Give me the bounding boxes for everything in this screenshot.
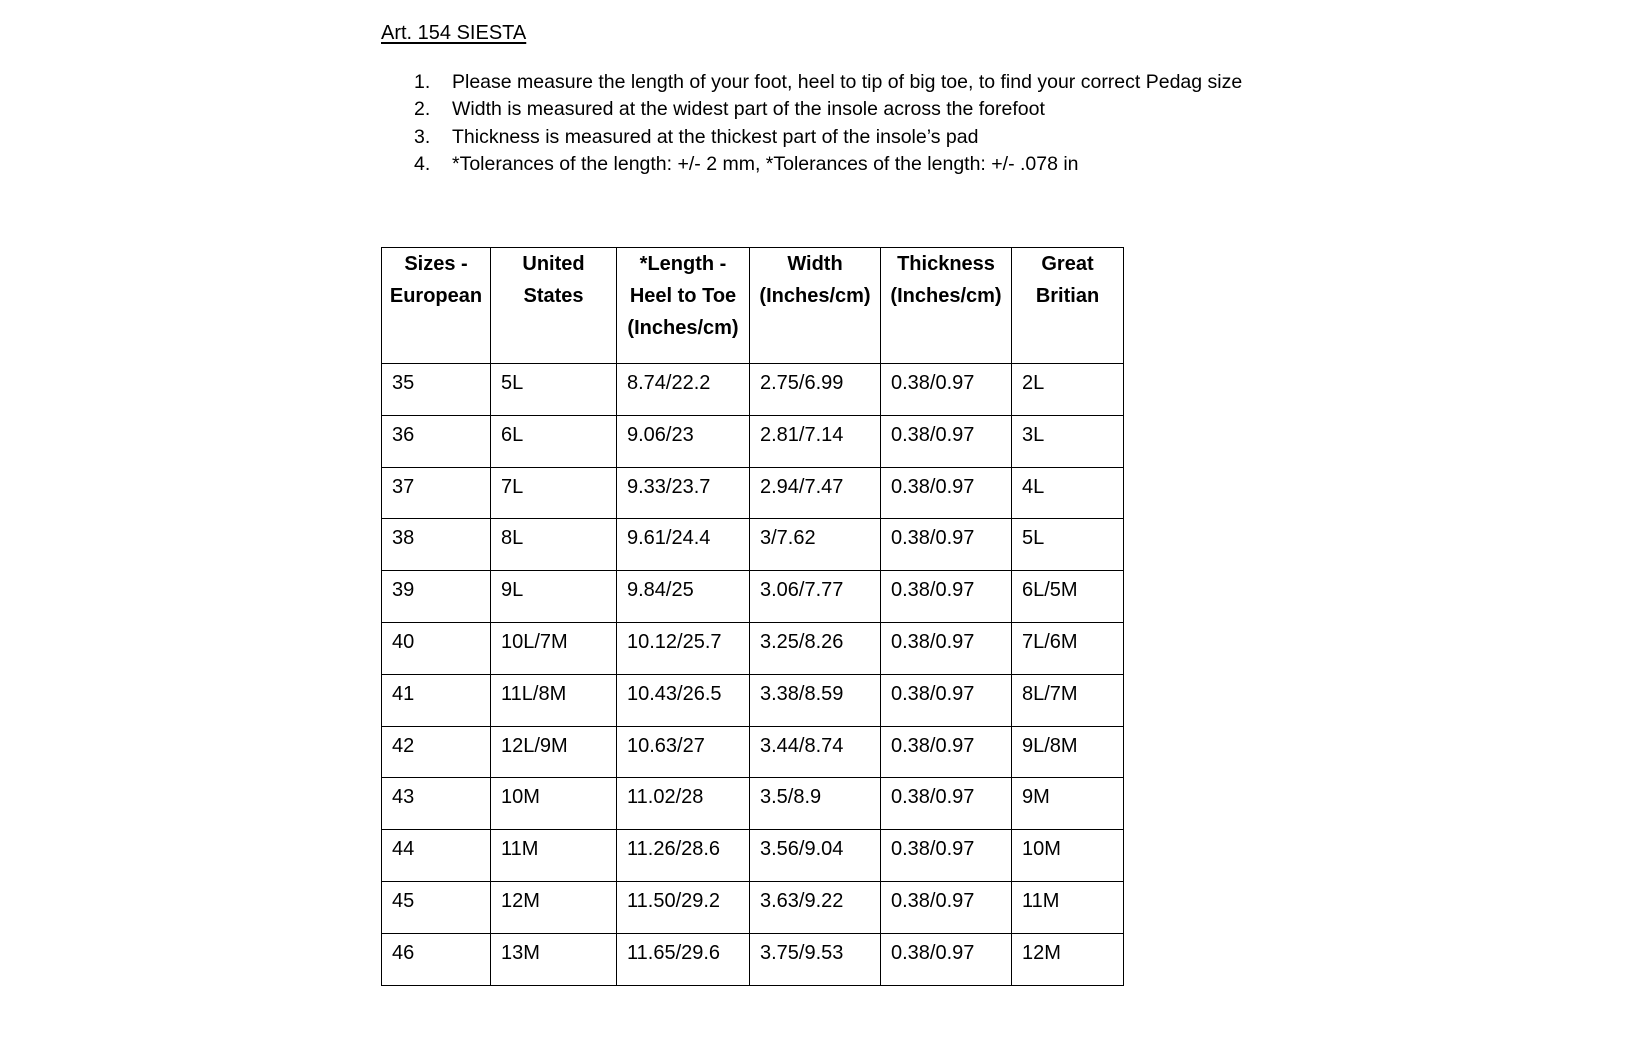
cell-width: 2.75/6.99 (750, 364, 881, 416)
cell-thickness: 0.38/0.97 (881, 415, 1012, 467)
instruction-number: 1. (414, 71, 431, 93)
cell-thickness: 0.38/0.97 (881, 364, 1012, 416)
table-row (382, 622, 1124, 674)
cell-european: 38 (382, 519, 491, 571)
table-row (382, 415, 1124, 467)
cell-european: 40 (382, 622, 491, 674)
cell-thickness: 0.38/0.97 (881, 622, 1012, 674)
cell-us: 6L (491, 415, 617, 467)
cell-length: 9.33/23.7 (617, 467, 750, 519)
instruction-item (414, 69, 1242, 96)
header-sizes-european (382, 248, 491, 364)
cell-us: 12M (491, 881, 617, 933)
instruction-item (414, 151, 1242, 178)
cell-gb: 4L (1012, 467, 1124, 519)
cell-gb: 2L (1012, 364, 1124, 416)
cell-thickness: 0.38/0.97 (881, 674, 1012, 726)
header-line: Britian (1035, 285, 1100, 307)
table-row (382, 364, 1124, 416)
cell-width: 3.06/7.77 (750, 571, 881, 623)
cell-us: 10M (491, 778, 617, 830)
cell-thickness: 0.38/0.97 (881, 778, 1012, 830)
cell-gb: 9L/8M (1012, 726, 1124, 778)
cell-width: 3.44/8.74 (750, 726, 881, 778)
header-line: (Inches/cm) (759, 285, 871, 307)
table-row (382, 726, 1124, 778)
cell-european: 37 (382, 467, 491, 519)
table-row (382, 933, 1124, 985)
header-line: Heel to Toe (629, 285, 737, 307)
cell-gb: 12M (1012, 933, 1124, 985)
cell-gb: 3L (1012, 415, 1124, 467)
cell-length: 10.63/27 (617, 726, 750, 778)
cell-gb: 11M (1012, 881, 1124, 933)
cell-european: 46 (382, 933, 491, 985)
cell-length: 11.65/29.6 (617, 933, 750, 985)
cell-us: 5L (491, 364, 617, 416)
cell-us: 10L/7M (491, 622, 617, 674)
cell-gb: 5L (1012, 519, 1124, 571)
header-united-states (491, 248, 617, 364)
cell-european: 35 (382, 364, 491, 416)
cell-width: 3.38/8.59 (750, 674, 881, 726)
header-line: (Inches/cm) (627, 317, 739, 339)
cell-gb: 7L/6M (1012, 622, 1124, 674)
header-line: Width (787, 253, 843, 275)
cell-gb: 9M (1012, 778, 1124, 830)
cell-european: 39 (382, 571, 491, 623)
header-line: *Length - (639, 253, 727, 275)
table-row (382, 778, 1124, 830)
table-header-row (382, 248, 1124, 364)
cell-width: 3.5/8.9 (750, 778, 881, 830)
header-great-britian (1012, 248, 1124, 364)
cell-length: 11.50/29.2 (617, 881, 750, 933)
cell-width: 3.56/9.04 (750, 830, 881, 882)
instruction-number: 3. (414, 125, 431, 148)
cell-thickness: 0.38/0.97 (881, 881, 1012, 933)
cell-us: 7L (491, 467, 617, 519)
cell-width: 2.94/7.47 (750, 467, 881, 519)
cell-thickness: 0.38/0.97 (881, 519, 1012, 571)
table-row (382, 571, 1124, 623)
cell-length: 11.26/28.6 (617, 830, 750, 882)
cell-length: 9.61/24.4 (617, 519, 750, 571)
header-line: States (523, 285, 584, 307)
instruction-text: Width is measured at the widest part of the insole across the forefoot (452, 98, 1045, 121)
table-body (382, 364, 1124, 986)
cell-gb: 8L/7M (1012, 674, 1124, 726)
cell-length: 10.43/26.5 (617, 674, 750, 726)
cell-thickness: 0.38/0.97 (881, 726, 1012, 778)
cell-gb: 10M (1012, 830, 1124, 882)
cell-width: 3.75/9.53 (750, 933, 881, 985)
table-row (382, 519, 1124, 571)
cell-thickness: 0.38/0.97 (881, 467, 1012, 519)
instruction-item (414, 96, 1242, 123)
cell-european: 42 (382, 726, 491, 778)
header-thickness (881, 248, 1012, 364)
table-row (382, 467, 1124, 519)
cell-thickness: 0.38/0.97 (881, 571, 1012, 623)
cell-gb: 6L/5M (1012, 571, 1124, 623)
cell-width: 2.81/7.14 (750, 415, 881, 467)
cell-width: 3.25/8.26 (750, 622, 881, 674)
cell-us: 12L/9M (491, 726, 617, 778)
cell-us: 8L (491, 519, 617, 571)
instruction-item (414, 124, 1242, 151)
header-line: (Inches/cm) (890, 285, 1002, 307)
instruction-text: Please measure the length of your foot, heel to tip of big toe, to find your correct Pedag size (452, 71, 1243, 93)
size-chart-table (381, 247, 1124, 986)
header-line: Sizes - (404, 253, 468, 275)
instruction-number: 4. (414, 152, 431, 175)
cell-european: 45 (382, 881, 491, 933)
header-line: Thickness (897, 253, 995, 275)
cell-length: 9.84/25 (617, 571, 750, 623)
instruction-number: 2. (414, 98, 431, 121)
cell-length: 11.02/28 (617, 778, 750, 830)
cell-thickness: 0.38/0.97 (881, 933, 1012, 985)
cell-european: 43 (382, 778, 491, 830)
header-line: European (389, 285, 483, 307)
table-row (382, 830, 1124, 882)
cell-european: 44 (382, 830, 491, 882)
header-width (750, 248, 881, 364)
cell-us: 11M (491, 830, 617, 882)
cell-us: 13M (491, 933, 617, 985)
document-title: Art. 154 SIESTA (381, 22, 527, 44)
cell-width: 3/7.62 (750, 519, 881, 571)
table-row (382, 674, 1124, 726)
cell-thickness: 0.38/0.97 (881, 830, 1012, 882)
header-length (617, 248, 750, 364)
cell-european: 41 (382, 674, 491, 726)
cell-width: 3.63/9.22 (750, 881, 881, 933)
header-line: Great (1041, 253, 1094, 275)
cell-length: 10.12/25.7 (617, 622, 750, 674)
table-row (382, 881, 1124, 933)
cell-length: 9.06/23 (617, 415, 750, 467)
cell-us: 11L/8M (491, 674, 617, 726)
cell-european: 36 (382, 415, 491, 467)
cell-us: 9L (491, 571, 617, 623)
header-line: United (522, 253, 585, 275)
instruction-list (414, 69, 1242, 178)
instruction-text: *Tolerances of the length: +/- 2 mm, *Tolerances of the length: +/- .078 in (452, 152, 1079, 175)
instruction-text: Thickness is measured at the thickest part of the insole’s pad (452, 125, 979, 148)
cell-length: 8.74/22.2 (617, 364, 750, 416)
